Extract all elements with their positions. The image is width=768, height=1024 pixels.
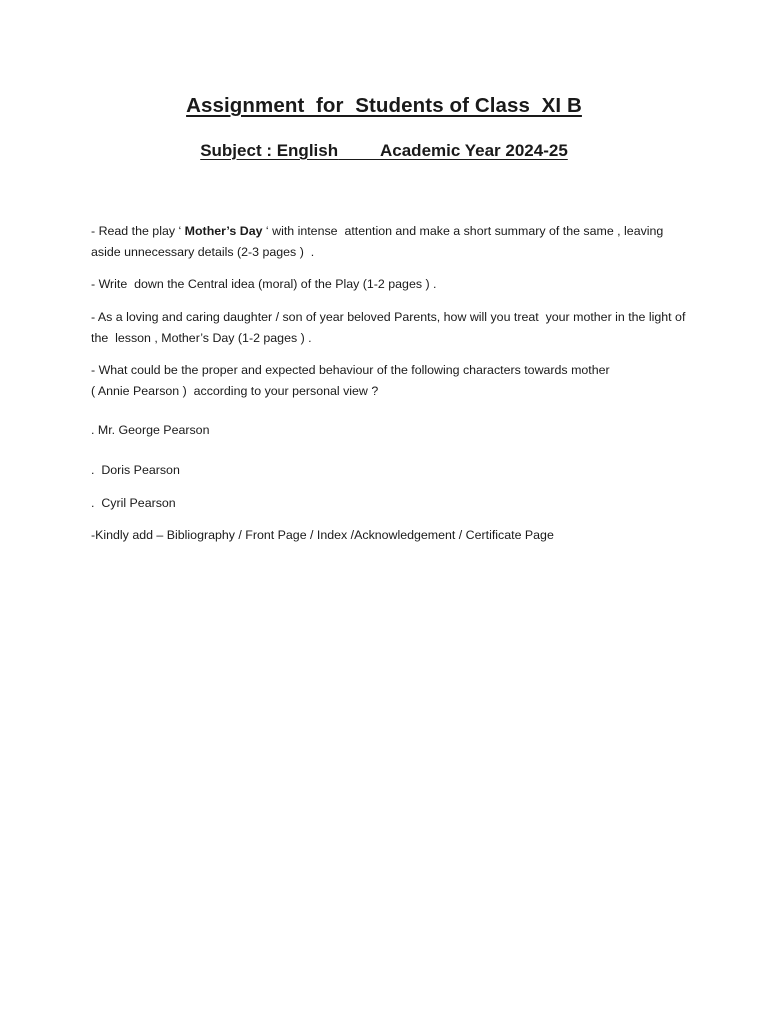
character-doris: . Doris Pearson <box>91 463 180 477</box>
subject-line <box>0 141 768 161</box>
instruction-summary <box>91 221 691 262</box>
play-title-bold: Mother’s Day <box>184 224 263 238</box>
instruction-behaviour-line2: ( Annie Pearson ) according to your personal view ? <box>91 383 379 398</box>
instruction-behaviour-line1: - What could be the proper and expected behaviour of the following characters towards mother <box>91 363 610 377</box>
assignment-title: Assignment for Students of Class XI B <box>186 94 582 117</box>
instruction-summary-suffix: ‘ with intense attention and make a short summary of the same , leaving aside unnecessary details (2-3 pages ) . <box>91 224 667 259</box>
character-george: . Mr. George Pearson <box>91 423 210 437</box>
instruction-central-idea: - Write down the Central idea (moral) of the Play (1-2 pages ) . <box>91 277 437 291</box>
subject-label: Subject : English <box>200 141 339 160</box>
instruction-behaviour <box>91 360 691 401</box>
character-cyril: . Cyril Pearson <box>91 496 176 510</box>
instruction-summary-prefix: - Read the play ‘ <box>91 224 185 238</box>
instruction-treat-mother: - As a loving and caring daughter / son of year beloved Parents, how will you treat your mother in the light of the lesson , Mother’s Day (1-2 pages ) . <box>91 310 689 345</box>
footer-note: -Kindly add – Bibliography / Front Page / Index /Acknowledgement / Certificate Page <box>91 528 554 542</box>
academic-year: Academic Year 2024-25 <box>380 141 568 160</box>
subject-gap <box>338 141 380 160</box>
